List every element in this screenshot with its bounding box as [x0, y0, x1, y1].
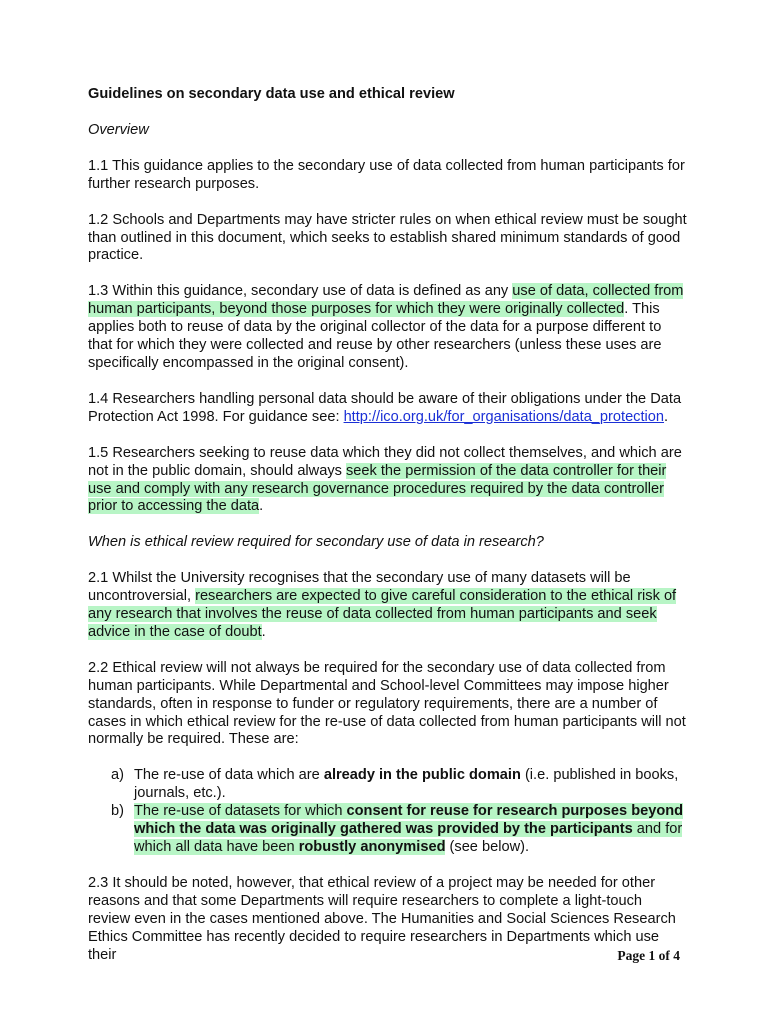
- highlighted-text: and for which all data have been: [134, 821, 683, 855]
- list-item-b: [88, 803, 688, 857]
- list-marker: b): [111, 803, 124, 820]
- highlighted-text: researchers are expected to give careful consideration to the ethical risk of any research that involves the reuse of data collected from human participants and seek advice in the case of doubt: [88, 588, 677, 640]
- paragraph-1-5-text: 1.5 Researchers seeking to reuse data which they did not collect themselves, and which are not in the public domain, should always: [88, 444, 682, 479]
- page-number: Page 1 of 4: [617, 948, 680, 963]
- paragraph-1-3-text-end: . This applies both to reuse of data by the original collector of the data for a purpose different to that for which they were collected and reuse by other researchers (unless these uses are specifically encompassed in the original consent).: [88, 301, 662, 371]
- paragraph-2-1-text: 2.1 Whilst the University recognises that the secondary use of many datasets will be uncontroversial,: [88, 570, 631, 605]
- section-2-heading: When is ethical review required for secondary use of data in research?: [88, 534, 544, 551]
- paragraph-1-4-text: 1.4 Researchers handling personal data should be aware of their obligations under the Data Protection Act 1998. For guidance see:: [88, 390, 682, 425]
- paragraph-1-3-text: 1.3 Within this guidance, secondary use of data is defined as any: [88, 283, 513, 300]
- paragraph-1-3: [88, 283, 688, 373]
- list-item-a-bold: already in the public domain: [323, 767, 521, 784]
- highlighted-text: The re-use of datasets for which: [134, 803, 347, 820]
- list-item-a-text: The re-use of data which are: [134, 767, 324, 784]
- paragraph-1-4: [88, 391, 688, 427]
- paragraph-2-1-text-end: .: [261, 623, 266, 640]
- list-item-a-text-end: (i.e. published in books, journals, etc.).: [134, 767, 679, 802]
- paragraph-2-2: 2.2 Ethical review will not always be required for the secondary use of data collected from human participants. While Departmental and School-level Committees may impose higher standards, often in response to funder or regulatory requirements, there are a number of cases in which ethical review for the re-use of data collected from human participants will not normally be required. These are:: [88, 659, 686, 748]
- highlighted-bold-text: consent for reuse for research purposes beyond which the data was originally gathered was provided by the participants: [134, 803, 684, 838]
- exemption-list: [88, 767, 688, 857]
- document-title: Guidelines on secondary data use and ethical review: [88, 86, 455, 102]
- paragraph-2-3: 2.3 It should be noted, however, that ethical review of a project may be needed for other reasons and that some Departments will require researchers to complete a light-touch review even in the cases mentioned above. The Humanities and Social Sciences Research Ethics Committee has recently decided to require researchers in Departments which use their: [88, 874, 676, 963]
- paragraph-1-2: 1.2 Schools and Departments may have stricter rules on when ethical review must be sought than outlined in this document, which seeks to establish shared minimum standards of good practice.: [88, 211, 687, 264]
- paragraph-1-4-text-end: .: [664, 408, 669, 425]
- list-item-b-text-end: (see below).: [445, 839, 530, 855]
- ico-guidance-link[interactable]: http://ico.org.uk/for_organisations/data_protection: [343, 408, 665, 425]
- document-page: [88, 86, 688, 982]
- paragraph-1-5: [88, 445, 688, 517]
- paragraph-2-1: [88, 570, 688, 642]
- overview-heading: Overview: [88, 121, 149, 138]
- list-item-a: [88, 767, 688, 803]
- list-marker: a): [111, 767, 124, 784]
- highlighted-bold-text: robustly anonymised: [298, 839, 446, 855]
- highlighted-text: use of data, collected from human participants, beyond those purposes for which they were originally collected: [88, 283, 684, 318]
- highlighted-text: seek the permission of the data controller for their use and comply with any research governance procedures required by the data controller prior to accessing the data: [88, 462, 667, 515]
- paragraph-1-1: 1.1 This guidance applies to the secondary use of data collected from human participants for further research purposes.: [88, 157, 685, 192]
- paragraph-1-5-text-end: .: [259, 498, 264, 515]
